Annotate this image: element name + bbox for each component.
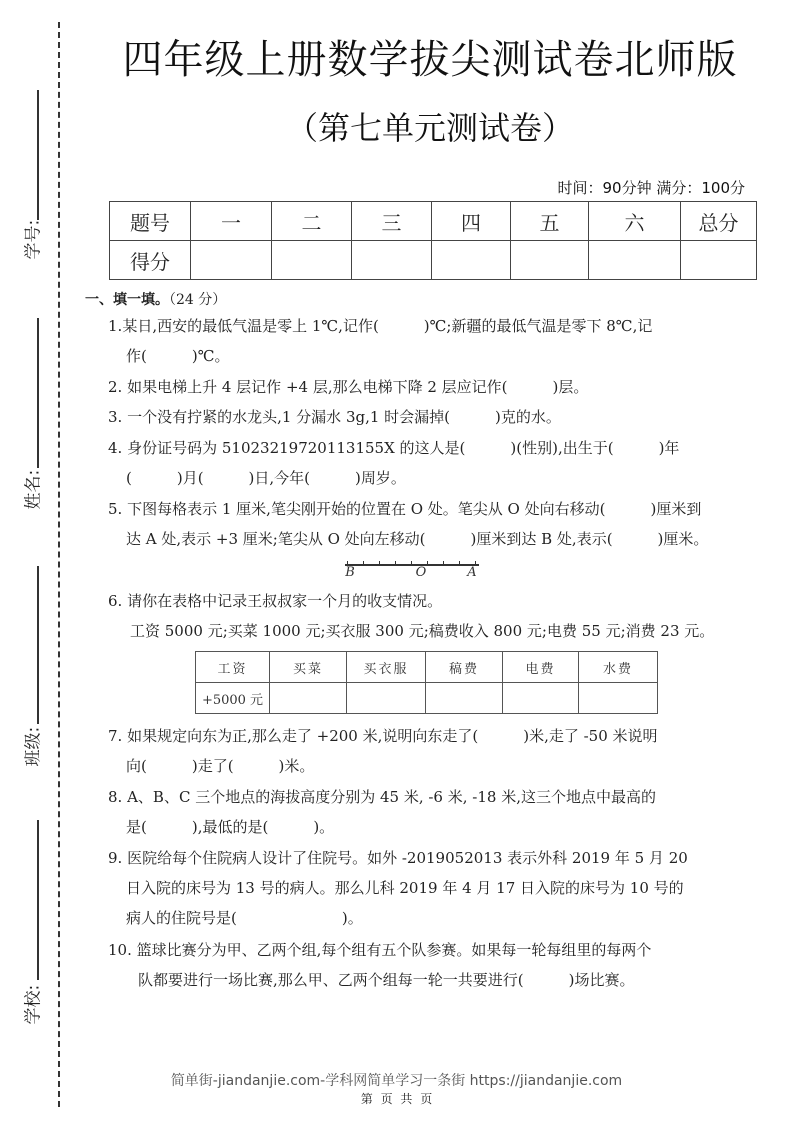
question-number: 10. — [108, 941, 132, 959]
point-o-label: O — [415, 565, 427, 580]
question-text: 向( )走了( )米。 — [126, 757, 315, 775]
page-subtitle: （第七单元测试卷） — [285, 109, 574, 147]
binding-dashed-line — [58, 22, 60, 1107]
question-2 — [108, 372, 728, 402]
student-id-label: 学号: — [23, 219, 44, 260]
student-id-line[interactable] — [37, 90, 39, 220]
school-line[interactable] — [37, 820, 39, 980]
col-header: 电费 — [503, 652, 579, 683]
question-number: 5. — [108, 500, 123, 518]
row-header-score: 得分 — [110, 241, 191, 280]
page-title: 四年级上册数学拔尖测试卷北师版 — [122, 37, 738, 83]
score-cell[interactable] — [352, 241, 432, 280]
col-header: 四 — [432, 202, 511, 241]
question-text: 病人的住院号是( )。 — [126, 909, 363, 927]
col-header: 五 — [511, 202, 589, 241]
section-title: 一、填一填。 — [85, 292, 169, 308]
name-line[interactable] — [37, 318, 39, 468]
score-cell[interactable] — [272, 241, 352, 280]
value-cell[interactable] — [579, 683, 658, 714]
question-number: 1. — [108, 317, 123, 335]
col-header: 买衣服 — [347, 652, 426, 683]
value-cell[interactable] — [426, 683, 503, 714]
question-text: 队都要进行一场比赛,那么甲、乙两个组每一轮一共要进行( )场比赛。 — [138, 971, 635, 989]
question-number: 8. — [108, 788, 123, 806]
question-text: 某日,西安的最低气温是零上 1℃,记作( )℃;新疆的最低气温是零下 8℃,记 — [122, 317, 653, 335]
col-header: 三 — [352, 202, 432, 241]
tick — [395, 561, 396, 565]
col-header: 稿费 — [426, 652, 503, 683]
question-text: 医院给每个住院病人设计了住院号。如外 -2019052013 表示外科 2019 年 5 月 20 — [127, 849, 688, 867]
col-header: 二 — [272, 202, 352, 241]
question-number: 3. — [108, 408, 123, 426]
question-text: 如果规定向东为正,那么走了 +200 米,说明向东走了( )米,走了 -50 米说明 — [127, 727, 658, 745]
question-text: 身份证号码为 51023219720113155X 的这人是( )(性别),出生于( )年 — [127, 439, 680, 457]
score-table-header-row — [110, 202, 757, 241]
question-1 — [108, 311, 728, 371]
question-text: 如果电梯上升 4 层记作 +4 层,那么电梯下降 2 层应记作( )层。 — [127, 378, 589, 396]
question-text: A、B、C 三个地点的海拔高度分别为 45 米, -6 米, -18 米,这三个地点中最高的 — [127, 788, 656, 806]
name-label: 姓名: — [23, 469, 44, 510]
tick — [427, 561, 428, 565]
tick — [363, 561, 364, 565]
value-cell[interactable] — [347, 683, 426, 714]
class-line[interactable] — [37, 566, 39, 724]
score-cell[interactable] — [191, 241, 272, 280]
value-cell[interactable] — [270, 683, 347, 714]
score-cell[interactable] — [511, 241, 589, 280]
income-expense-value-row — [196, 683, 658, 714]
tick — [411, 561, 412, 565]
question-text: ( )月( )日,今年( )周岁。 — [126, 469, 406, 487]
question-text: 是( ),最低的是( )。 — [126, 818, 335, 836]
section-points: （24 分） — [169, 292, 227, 308]
question-text: 一个没有拧紧的水龙头,1 分漏水 3g,1 时会漏掉( )克的水。 — [127, 408, 561, 426]
point-b-label: B — [345, 565, 355, 580]
question-8 — [108, 782, 728, 842]
question-text: 作( )℃。 — [126, 347, 230, 365]
value-cell[interactable] — [503, 683, 579, 714]
number-line-diagram — [345, 561, 479, 581]
question-10 — [108, 935, 728, 995]
question-number: 9. — [108, 849, 123, 867]
score-cell[interactable] — [432, 241, 511, 280]
question-text: 达 A 处,表示 +3 厘米;笔尖从 O 处向左移动( )厘米到达 B 处,表示( )厘米。 — [126, 530, 709, 548]
score-cell[interactable] — [589, 241, 681, 280]
tick — [459, 561, 460, 565]
row-header-question-no: 题号 — [110, 202, 191, 241]
col-header: 工资 — [196, 652, 270, 683]
question-7 — [108, 721, 728, 781]
source-footer: 简单街-jiandanjie.com-学科网简单学习一条街 https://jiandanjie.com — [170, 1073, 623, 1089]
score-table — [109, 201, 757, 280]
question-6 — [108, 586, 728, 646]
question-text: 下图每格表示 1 厘米,笔尖刚开始的位置在 O 处。笔尖从 O 处向右移动( )厘米到 — [127, 500, 702, 518]
time-score-info: 时间：90分钟 满分：100分 — [557, 179, 745, 197]
col-header: 买菜 — [270, 652, 347, 683]
income-expense-header-row — [196, 652, 658, 683]
school-label: 学校: — [23, 984, 44, 1025]
question-text: 工资 5000 元;买菜 1000 元;买衣服 300 元;稿费收入 800 元;电费 55 元;消费 23 元。 — [130, 622, 715, 640]
score-cell-total[interactable] — [681, 241, 757, 280]
col-header-total: 总分 — [681, 202, 757, 241]
class-label: 班级: — [23, 726, 44, 767]
tick — [443, 561, 444, 565]
income-expense-table — [195, 651, 658, 714]
col-header: 一 — [191, 202, 272, 241]
col-header: 六 — [589, 202, 681, 241]
question-text: 篮球比赛分为甲、乙两个组,每个组有五个队参赛。如果每一轮每组里的每两个 — [136, 941, 652, 959]
question-3 — [108, 402, 728, 432]
question-4 — [108, 433, 728, 493]
question-number: 4. — [108, 439, 123, 457]
question-5 — [108, 494, 728, 554]
question-number: 6. — [108, 592, 123, 610]
col-header: 水费 — [579, 652, 658, 683]
tick — [379, 561, 380, 565]
section-heading — [85, 289, 226, 309]
page-number: 第 页 共 页 — [360, 1092, 433, 1106]
point-a-label: A — [467, 565, 477, 580]
question-number: 7. — [108, 727, 123, 745]
question-9 — [108, 843, 728, 933]
score-table-score-row — [110, 241, 757, 280]
question-text: 请你在表格中记录王叔叔家一个月的收支情况。 — [127, 592, 443, 610]
value-cell: +5000 元 — [196, 683, 270, 714]
question-text: 日入院的床号为 13 号的病人。那么儿科 2019 年 4 月 17 日入院的床号为 10 号的 — [126, 879, 684, 897]
question-number: 2. — [108, 378, 123, 396]
